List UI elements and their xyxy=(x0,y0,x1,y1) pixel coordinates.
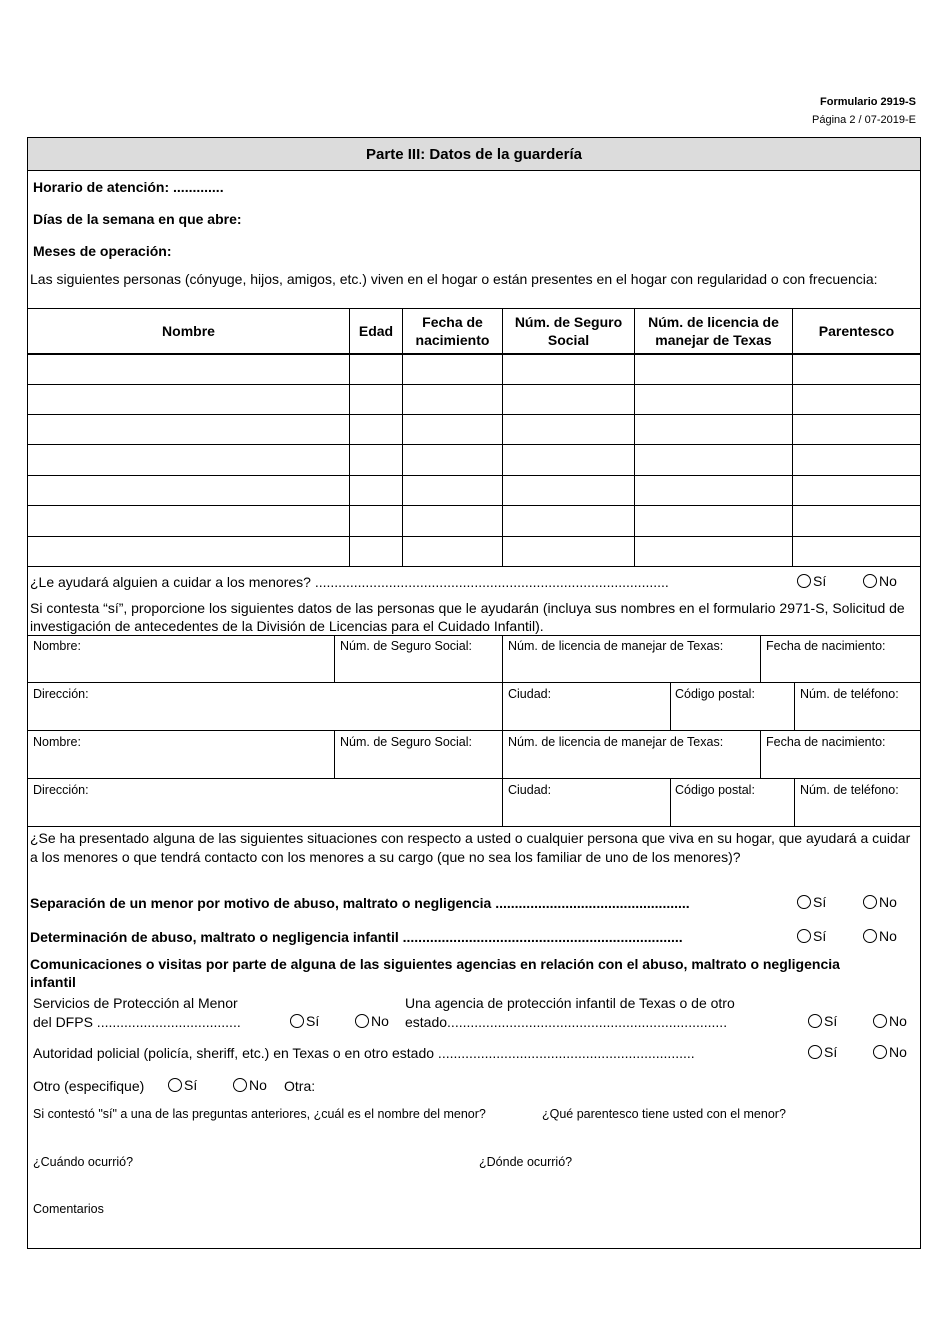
other-specify-field[interactable]: Otra: xyxy=(284,1078,316,1094)
agency-no[interactable]: No xyxy=(873,1013,907,1029)
col-header-name: Nombre xyxy=(162,323,215,339)
history-question: ¿Se ha presentado alguna de las siguientes situaciones con respecto a usted o cualquier persona que viva en su hogar, que ayudará a cuidar a los menores o que tendrá contacto con los menores a su cargo (que no sea los familiar de uno de los menores)? xyxy=(30,830,911,865)
radio-icon xyxy=(355,1014,369,1028)
days-field[interactable]: Días de la semana en que abre: xyxy=(33,211,242,227)
finding-yes[interactable]: Sí xyxy=(797,928,826,944)
other-label: Otro (especifique) xyxy=(33,1078,145,1094)
radio-icon xyxy=(873,1014,887,1028)
radio-icon xyxy=(863,574,877,588)
helper2-address[interactable]: Dirección: xyxy=(33,783,89,797)
helper1-zip[interactable]: Código postal: xyxy=(675,687,755,701)
police-no[interactable]: No xyxy=(873,1044,907,1060)
removal-no[interactable]: No xyxy=(863,894,897,910)
finding-label: Determinación de abuso, maltrato o negligencia infantil ........................................................................ xyxy=(30,929,683,945)
helpers-intro: Si contesta “sí”, proporcione los siguientes datos de las personas que le ayudarán (incluya sus nombres en el formulario 2971-S, Solicitud de investigación de antecedentes de la División de Licencias para el Cuidado Infantil). xyxy=(30,600,905,634)
helpers-no[interactable]: No xyxy=(863,573,897,589)
helper2-ssn[interactable]: Núm. de Seguro Social: xyxy=(340,735,473,749)
helper2-dob[interactable]: Fecha de nacimiento: xyxy=(766,735,886,749)
col-header-relationship: Parentesco xyxy=(818,323,895,339)
col-header-dob: Fecha de nacimiento xyxy=(415,314,490,348)
radio-icon xyxy=(797,929,811,943)
helper1-license[interactable]: Núm. de licencia de manejar de Texas: xyxy=(508,639,724,653)
comments-field[interactable]: Comentarios xyxy=(33,1202,104,1216)
section-title: Parte III: Datos de la guardería xyxy=(28,138,920,171)
radio-icon xyxy=(863,929,877,943)
helper2-phone[interactable]: Núm. de teléfono: xyxy=(800,783,899,797)
radio-icon xyxy=(808,1014,822,1028)
helpers-question: ¿Le ayudará alguien a cuidar a los menores? ........................................................................................... xyxy=(30,574,669,590)
helper2-city[interactable]: Ciudad: xyxy=(508,783,552,797)
when-field[interactable]: ¿Cuándo ocurrió? xyxy=(33,1155,134,1169)
child-name-field[interactable]: Si contestó "sí" a una de las preguntas anteriores, ¿cuál es el nombre del menor? xyxy=(33,1107,486,1121)
agencies-label: Comunicaciones o visitas por parte de alguna de las siguientes agencias en relación con el abuso, maltrato o negligencia infantil xyxy=(30,956,840,990)
helper1-dob[interactable]: Fecha de nacimiento: xyxy=(766,639,886,653)
police-label: Autoridad policial (policía, sheriff, etc.) en Texas o en otro estado .................................................................. xyxy=(33,1045,695,1061)
months-field[interactable]: Meses de operación: xyxy=(33,243,172,259)
household-intro: Las siguientes personas (cónyuge, hijos, amigos, etc.) viven en el hogar o están presentes en el hogar con regularidad o con frecuencia: xyxy=(30,271,878,287)
other-yes[interactable]: Sí xyxy=(168,1077,197,1093)
form-number: Formulario 2919-S xyxy=(820,96,916,108)
dfps-label-1: Servicios de Protección al Menor xyxy=(33,995,238,1011)
helper1-address[interactable]: Dirección: xyxy=(33,687,89,701)
agency-yes[interactable]: Sí xyxy=(808,1013,837,1029)
agency-label-2: estado........................................................................ xyxy=(405,1014,728,1030)
helper2-license[interactable]: Núm. de licencia de manejar de Texas: xyxy=(508,735,724,749)
hours-field[interactable]: Horario de atención: ............. xyxy=(33,179,224,195)
other-no[interactable]: No xyxy=(233,1077,267,1093)
helper1-city[interactable]: Ciudad: xyxy=(508,687,552,701)
finding-no[interactable]: No xyxy=(863,928,897,944)
helper1-ssn[interactable]: Núm. de Seguro Social: xyxy=(340,639,473,653)
radio-icon xyxy=(233,1078,247,1092)
removal-yes[interactable]: Sí xyxy=(797,894,826,910)
helper1-name[interactable]: Nombre: xyxy=(33,639,81,653)
col-header-ssn: Núm. de Seguro Social xyxy=(514,314,623,348)
radio-icon xyxy=(808,1045,822,1059)
police-yes[interactable]: Sí xyxy=(808,1044,837,1060)
form-frame xyxy=(27,137,921,1249)
removal-label: Separación de un menor por motivo de abuso, maltrato o negligencia .................................................. xyxy=(30,895,690,911)
radio-icon xyxy=(873,1045,887,1059)
dfps-yes[interactable]: Sí xyxy=(290,1013,319,1029)
relationship-field[interactable]: ¿Qué parentesco tiene usted con el menor? xyxy=(542,1107,786,1121)
dfps-no[interactable]: No xyxy=(355,1013,389,1029)
helper2-name[interactable]: Nombre: xyxy=(33,735,81,749)
helper1-phone[interactable]: Núm. de teléfono: xyxy=(800,687,899,701)
col-header-age: Edad xyxy=(358,323,394,339)
radio-icon xyxy=(797,574,811,588)
helpers-yes[interactable]: Sí xyxy=(797,573,826,589)
dfps-label-2: del DFPS ..................................... xyxy=(33,1014,241,1030)
helper2-zip[interactable]: Código postal: xyxy=(675,783,755,797)
col-header-license: Núm. de licencia de manejar de Texas xyxy=(648,314,779,348)
radio-icon xyxy=(290,1014,304,1028)
radio-icon xyxy=(168,1078,182,1092)
page-info: Página 2 / 07-2019-E xyxy=(812,114,916,126)
radio-icon xyxy=(797,895,811,909)
where-field[interactable]: ¿Dónde ocurrió? xyxy=(479,1155,573,1169)
radio-icon xyxy=(863,895,877,909)
agency-label-1: Una agencia de protección infantil de Texas o de otro xyxy=(405,995,735,1011)
